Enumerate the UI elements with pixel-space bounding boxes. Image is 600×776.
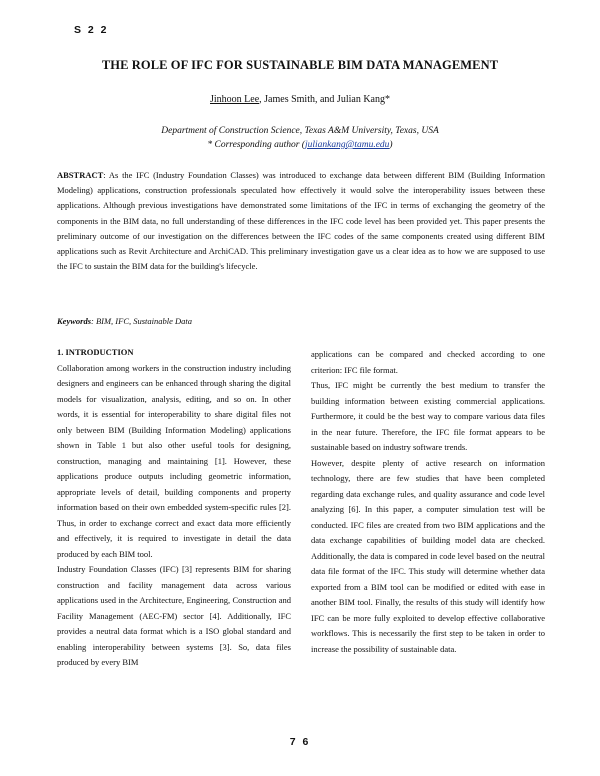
keywords-text: : BIM, IFC, Sustainable Data [91,316,193,326]
corresponding-author [0,138,600,152]
body-paragraph: applications can be compared and checked according to one criterion: IFC file format. [311,349,545,375]
abstract [57,168,545,274]
page-number: 7 6 [289,736,311,748]
corresponding-prefix: * Corresponding author ( [207,140,305,150]
paper-title: THE ROLE OF IFC FOR SUSTAINABLE BIM DATA MANAGEMENT [101,58,499,72]
right-column [311,347,545,657]
author-rest: , James Smith, and Julian Kang* [259,94,390,105]
keywords [57,316,545,326]
body-paragraph: Thus, IFC might be currently the best medium to transfer the building information between existing commercial applications. Furthermore, it could be the best way to compare various data files in the near future. Therefore, the IFC file format appears to be sustainable based on industry software trends. [311,380,545,452]
body-paragraph: However, despite plenty of active research on information technology, there are few studies that have been completed regarding data exchange rules, and quality assurance and code level analyzing [6]. In this paper, a computer simulation test will be conducted. IFC files are created from two BIM applications and the data exchange capabilities of building model data are checked. Additionally, the data is compared in code level based on the neutral data file format of the IFC. This study will determine whether data exported from a BIM tool can be modified or edited with ease in another BIM tool. Finally, the results of this study will identify how IFC can be more fully exploited to develop effective collaborative workflows. This is necessarily the first step to be taken in order to increase the possibility of sustainable data. [311,457,545,654]
section-heading: 1. INTRODUCTION [57,347,134,357]
abstract-label: ABSTRACT [57,170,104,180]
department: Department of Construction Science, Texas A&M University, Texas, USA [161,126,439,136]
abstract-text: : As the IFC (Industry Foundation Classes) was introduced to exchange data between different BIM (Building Information Modeling) applications, construction professionals speculated how effectively it would solve the interoperability issues between these applications. Although previous investigations have demonstrated some limitations of the IFC in terms of exchanging the geometry of the components in the BIM data, no full understanding of these differences in the IFC code level has been provided yet. This paper presents the preliminary outcome of our investigation on the differences between the IFC codes of the same components created using different BIM applications such as Revit Architecture and ArchiCAD. This preliminary investigation gave us a clear idea as to how we are supposed to use the IFC to sustain the BIM data for the building's lifecycle. [57,170,545,272]
author-list [0,94,600,105]
left-column [57,345,291,671]
body-paragraph: Collaboration among workers in the construction industry including designers and engineers can be enhanced through sharing the digital models for visualization, analysis, editing, and so on. In other words, it is essential for interoperability to share digital files not only between BIM (Building Information Modeling) applications shown in Table 1 but also other useful tools for designing, construction, managing and maintaining [1]. However, these applications produce outputs including geometric information, appropriate levels of detail, building components and property information based on their own embedded system-specific rules [2]. Thus, in order to exchange correct and exact data more efficiently and effectively, it is required to investigate in detail the data produced by each BIM tool. [57,362,291,559]
author-first: Jinhoon Lee [210,94,260,105]
keywords-label: Keywords [57,316,91,326]
section-code: S 2 2 [74,24,109,36]
affiliation [0,124,600,152]
email-link[interactable]: juliankang@tamu.edu [304,140,390,150]
body-paragraph: Industry Foundation Classes (IFC) [3] represents BIM for sharing construction and facility management data across various applications used in the Architecture, Engineering, Construction and Facility Management (AEC-FM) sector [4]. Additionally, IFC provides a neutral data format which is a ISO global standard and enabling interoperability between systems [3]. So, data files produced by every BIM [57,564,291,667]
corresponding-suffix: ) [389,140,393,150]
